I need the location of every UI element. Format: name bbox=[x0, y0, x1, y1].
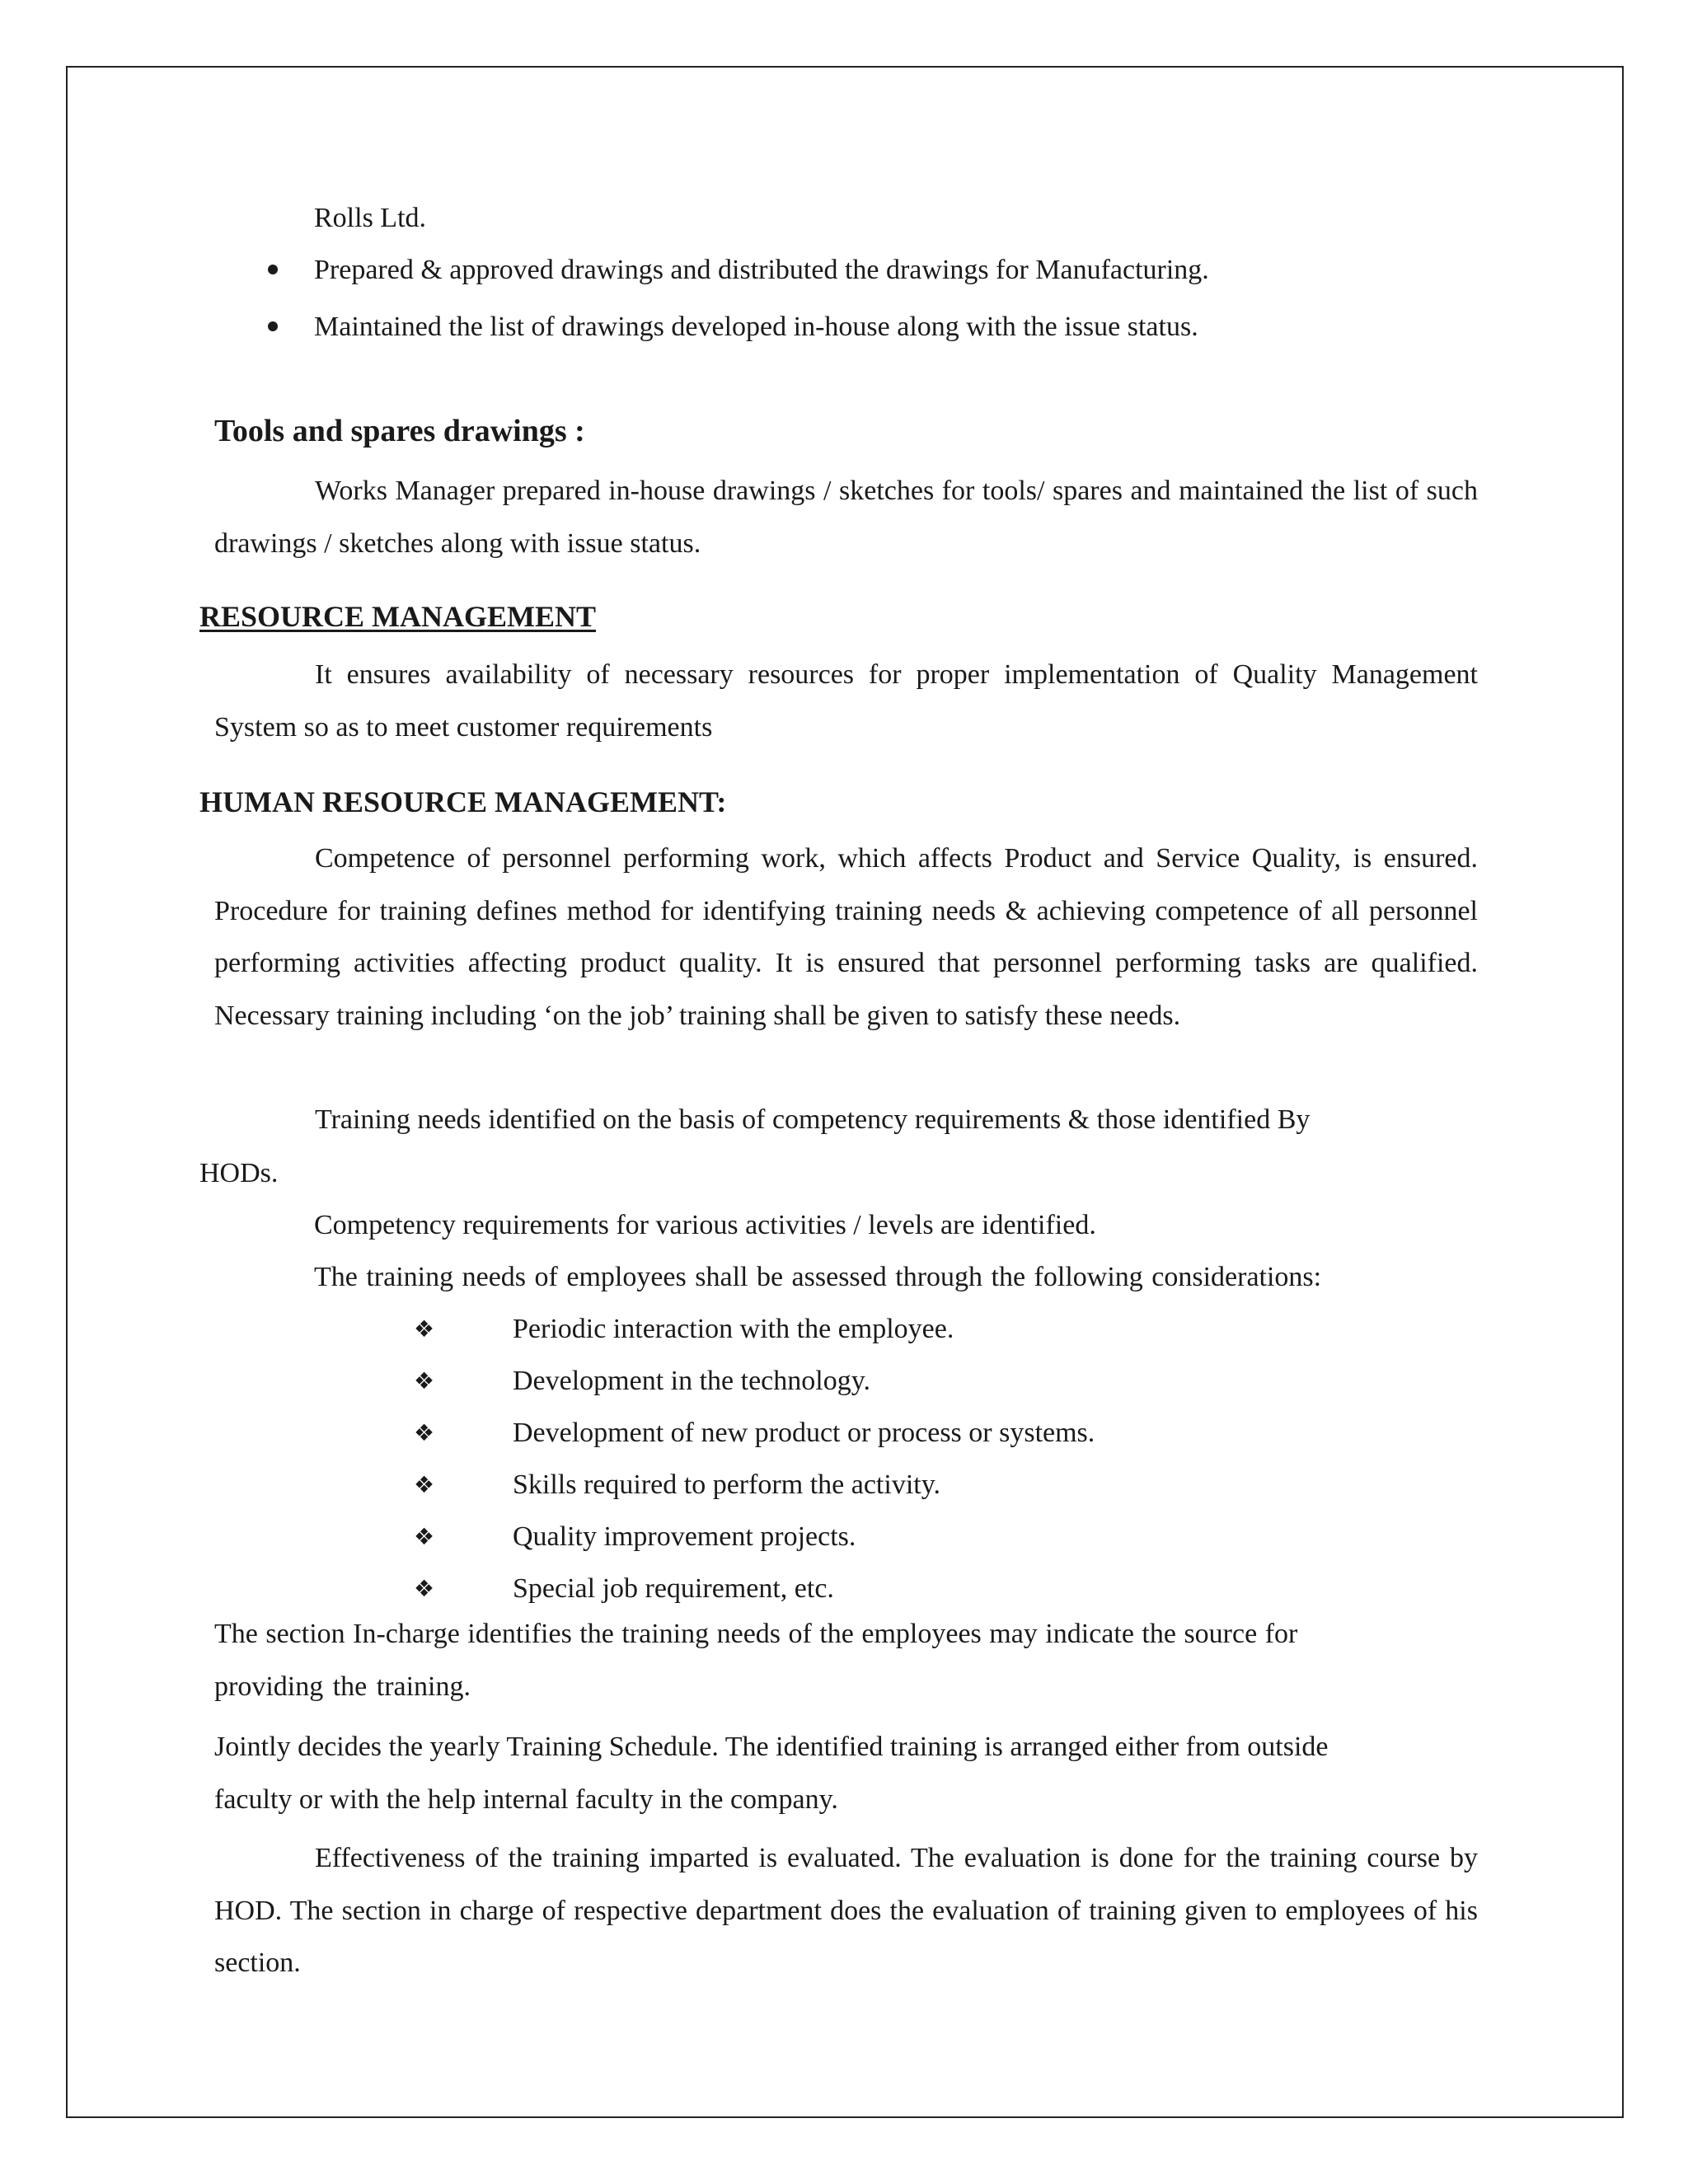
consideration-item: Skills required to perform the activity. bbox=[513, 1469, 940, 1500]
hrm-paragraph-competence: Competence of personnel performing work, which affects Product and Service Quality, is ensured. Procedure for training defines method for identifying training needs & achieving competence of all personnel performing activities affecting product quality. It is ensured that personnel performing tasks are qualified. Necessary training including ‘on the job’ training shall be given to satisfy these needs. bbox=[214, 843, 1478, 1031]
consideration-item: Periodic interaction with the employee. bbox=[513, 1314, 954, 1344]
consideration-item: Development of new product or process or systems. bbox=[513, 1418, 1095, 1448]
hrm-heading: HUMAN RESOURCE MANAGEMENT: bbox=[199, 785, 727, 818]
jointly-line: Jointly decides the yearly Training Schedule. The identified training is arranged either from outside bbox=[214, 1732, 1329, 1762]
jointly-line: faculty or with the help internal faculty in the company. bbox=[214, 1784, 838, 1815]
bullet-dot-icon bbox=[268, 265, 278, 274]
bullet-item: Prepared & approved drawings and distributed the drawings for Manufacturing. bbox=[314, 255, 1209, 285]
continued-line: Rolls Ltd. bbox=[314, 203, 427, 233]
bullet-item: Maintained the list of drawings developed in-house along with the issue status. bbox=[314, 312, 1198, 342]
considerations-intro: The training needs of employees shall be assessed through the following considerations: bbox=[314, 1262, 1322, 1292]
diamond-bullet-icon: ❖ bbox=[414, 1471, 435, 1498]
incharge-line: The section In-charge identifies the training needs of the employees may indicate the source for bbox=[214, 1619, 1298, 1649]
diamond-bullet-icon: ❖ bbox=[414, 1523, 435, 1550]
diamond-bullet-icon: ❖ bbox=[414, 1419, 435, 1446]
hrm-paragraph-training-needs-end: HODs. bbox=[199, 1158, 279, 1188]
diamond-bullet-icon: ❖ bbox=[414, 1575, 435, 1602]
effectiveness-paragraph: Effectiveness of the training imparted is evaluated. The evaluation is done for the training course by HOD. The section in charge of respective department does the evaluation of training given to employees of his section. bbox=[214, 1843, 1478, 1978]
competency-line: Competency requirements for various activities / levels are identified. bbox=[314, 1210, 1096, 1240]
resource-management-heading: RESOURCE MANAGEMENT bbox=[199, 600, 597, 633]
consideration-item: Special job requirement, etc. bbox=[513, 1573, 834, 1604]
consideration-item: Quality improvement projects. bbox=[513, 1521, 856, 1552]
bullet-dot-icon bbox=[268, 321, 278, 331]
tools-paragraph: Works Manager prepared in-house drawings / sketches for tools/ spares and maintained the list of such drawings / sketches along with issue status. bbox=[214, 476, 1478, 559]
incharge-line: providing the training. bbox=[214, 1671, 471, 1702]
hrm-paragraph-training-needs: Training needs identified on the basis of competency requirements & those identified By bbox=[315, 1104, 1311, 1135]
resource-management-paragraph: It ensures availability of necessary resources for proper implementation of Quality Management System so as to meet customer requirements bbox=[214, 659, 1478, 743]
consideration-item: Development in the technology. bbox=[513, 1366, 871, 1396]
diamond-bullet-icon: ❖ bbox=[414, 1367, 435, 1394]
tools-heading: Tools and spares drawings : bbox=[214, 414, 585, 448]
diamond-bullet-icon: ❖ bbox=[414, 1315, 435, 1343]
